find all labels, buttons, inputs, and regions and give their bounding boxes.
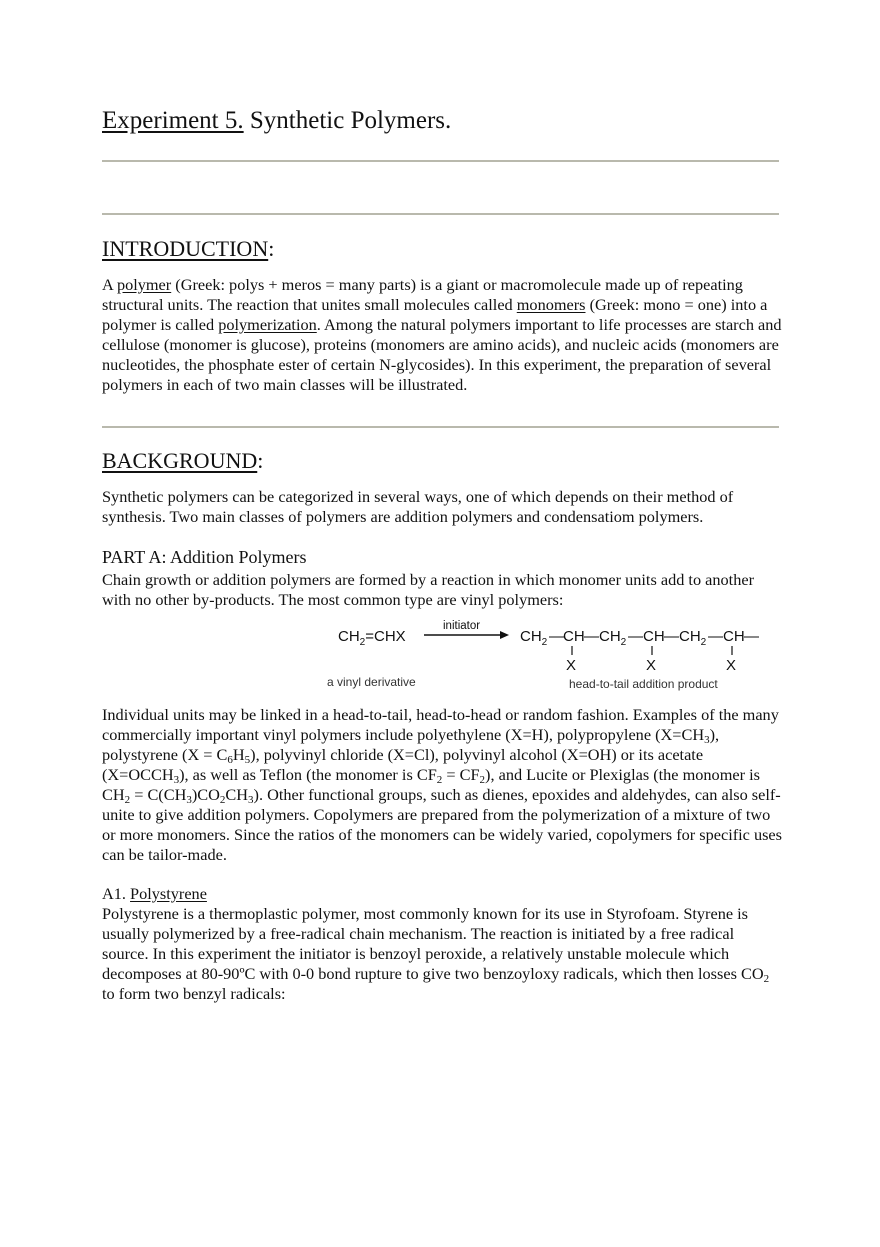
page-title xyxy=(102,107,451,135)
substituent-x: X xyxy=(646,657,657,674)
term-monomers: monomers xyxy=(516,295,586,314)
product-unit-ch2: $CH_2$ xyxy=(679,628,707,648)
background-paragraph: Synthetic polymers can be categorized in several ways, one of which depends on their method of synthesis. Two main classes of polymers are addition polymers and condensatiom polymers. xyxy=(102,487,734,526)
product-unit-ch: CH xyxy=(563,628,585,645)
term-polymerization: polymerization xyxy=(218,315,317,334)
product-dash: — xyxy=(584,628,599,645)
horizontal-rule xyxy=(102,160,779,162)
part-a-heading: PART A: Addition Polymers xyxy=(102,547,307,567)
product-unit-ch: CH xyxy=(643,628,665,645)
term-polymer: polymer xyxy=(116,275,172,294)
vinyl-polymerization-scheme xyxy=(327,618,777,696)
monomer-formula: $CH_2=CHX$ xyxy=(338,628,406,648)
product-dash: — xyxy=(628,628,643,645)
addition-product-caption: head-to-tail addition product xyxy=(569,677,718,691)
product-dash: — xyxy=(664,628,679,645)
substituent-x: X xyxy=(726,657,737,674)
title-experiment-number: Experiment 5. xyxy=(102,107,244,134)
product-unit-ch: CH xyxy=(723,628,745,645)
product-unit-ch2: $CH_2$ xyxy=(599,628,627,648)
title-text: Synthetic Polymers. xyxy=(243,107,452,134)
polystyrene-title: Polystyrene xyxy=(130,884,207,903)
substituent-x: X xyxy=(566,657,577,674)
polystyrene-paragraph: Polystyrene is a thermoplastic polymer, most commonly known for its use in Styrofoam. Styrene is usually polymerized by a free-radical chain mechanism. The reaction is initiated by a free radical source. In this experiment the initiator is benzoyl peroxide, a relatively unstable molecule which decomposes at 80-90ºC with 0-0 bond rupture to give two benzoyloxy radicals, which then losses $CO_2$ to form two benzyl radicals: xyxy=(102,904,770,1003)
product-dash: — xyxy=(708,628,723,645)
product-dash: — xyxy=(744,628,759,645)
product-dash: — xyxy=(549,628,564,645)
polystyrene-heading: A1. Polystyrene xyxy=(102,884,207,903)
introduction-heading: INTRODUCTION: xyxy=(102,236,275,261)
vinyl-polymers-paragraph: Individual units may be linked in a head-to-tail, head-to-head or random fashion. Examples of the many commercially important vinyl polymers include polyethylene (X=H), polypropylene $(X=CH_3)$, polystyrene $(X = C_6H_5)$, polyvinyl chloride (X=Cl), polyvinyl alcohol (X=OH) or its acetate $(X=OCCH_3)$, as well as Teflon (the monomer is $CF_2 = CF_2$), and Lucite or Plexiglas (the monomer is $CH_2 = C(CH_3)CO_2CH_3$). Other functional groups, such as dienes, epoxides and aldehydes, can also self-unite to give addition polymers. Copolymers are prepared from the polymerization of a mixture of two or more monomers. Since the ratios of the monomers can be widely varied, copolymers for specific uses can be tailor-made. xyxy=(102,705,782,864)
vinyl-derivative-caption: a vinyl derivative xyxy=(327,675,416,689)
part-a-intro-paragraph: Chain growth or addition polymers are formed by a reaction in which monomer units add to another with no other by-products. The most common type are vinyl polymers: xyxy=(102,570,754,609)
background-heading: BACKGROUND: xyxy=(102,448,264,473)
product-unit-ch2: $CH_2$ xyxy=(520,628,548,648)
horizontal-rule xyxy=(102,213,779,215)
reaction-arrowhead xyxy=(500,631,509,639)
introduction-paragraph: A polymer (Greek: polys + meros = many parts) is a giant or macromolecule made up of repeating structural units. The reaction that unites small molecules called monomers (Greek: mono = one) into a polymer is called polymerization. Among the natural polymers important to life processes are starch and cellulose (monomer is glucose), proteins (monomers are amino acids), and nucleic acids (monomers are nucleotides, the phosphate ester of certain N-glycosides). In this experiment, the preparation of several polymers in each of two main classes will be illustrated. xyxy=(102,275,782,394)
initiator-label: initiator xyxy=(443,620,481,632)
horizontal-rule xyxy=(102,426,779,428)
